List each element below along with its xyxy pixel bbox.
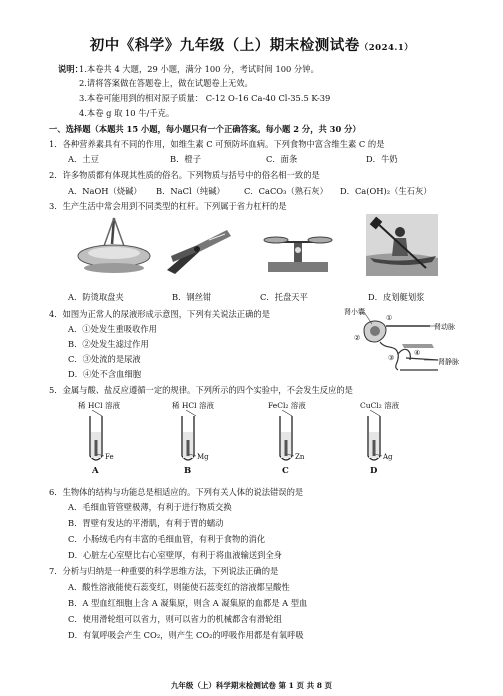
note-1: 1.本卷共 4 大题，29 小题，满分 100 分，考试时间 100 分钟。 bbox=[79, 64, 319, 74]
q2-option-b: B．NaCl（纯碱） bbox=[156, 186, 225, 196]
test-tube-c bbox=[280, 410, 305, 461]
tube-d-letter: D bbox=[370, 466, 378, 476]
nephron-diagram bbox=[342, 308, 466, 376]
q1-option-d: D．牛奶 bbox=[366, 154, 398, 164]
metal-a: Fe bbox=[105, 453, 114, 461]
test-tube-b bbox=[182, 410, 209, 461]
balance-scale-image bbox=[262, 226, 334, 274]
note-4: 4.本卷 g 取 10 牛/千克。 bbox=[79, 108, 175, 118]
section1-heading: 一、选择题（本题共 15 小题，每小题只有一个正确答案。每小题 2 分，共 30 分） bbox=[49, 124, 361, 134]
tube-c-letter: C bbox=[282, 466, 289, 476]
tube-b-letter: B bbox=[184, 466, 192, 476]
title-main: 初中《科学》九年级（上）期末检测试卷 bbox=[89, 37, 360, 54]
title-year: （2024.1） bbox=[359, 43, 414, 53]
label-renal-capsule: 肾小囊 bbox=[344, 308, 365, 316]
q7-option-c: C．使用滑轮组可以省力，则可以省力的机械都含有滑轮组 bbox=[68, 614, 282, 624]
q3-option-b: B．钢丝钳 bbox=[172, 292, 212, 302]
notes-label: 说明： bbox=[58, 64, 83, 74]
q1-option-b: B．橙子 bbox=[170, 154, 201, 164]
label-renal-artery: 肾动脉 bbox=[434, 323, 455, 331]
label-1: ① bbox=[386, 314, 393, 322]
q2-stem: 2．许多物质都有体现其性质的俗名。下列物质与括号中的俗名相一致的是 bbox=[49, 170, 320, 180]
q7-option-b: B．A 型血红细胞上含 A 凝集原，则含 A 凝集原的血都是 A 型血 bbox=[68, 598, 308, 608]
tube-a-solution: 稀 HCl 溶液 bbox=[78, 401, 120, 410]
kayak-paddler-image bbox=[366, 214, 438, 276]
q3-option-d: D．皮划艇划浆 bbox=[368, 292, 425, 302]
q7-stem: 7．分析与归纳是一种重要的科学思维方法，下列说法正确的是 bbox=[49, 566, 279, 576]
q6-option-d: D．心脏左心室壁比右心室壁厚，有利于将血液输送到全身 bbox=[68, 550, 283, 560]
q7-option-a: A．酸性溶液能使石蕊变红，则能使石蕊变红的溶液都呈酸性 bbox=[68, 582, 290, 592]
q2-option-a: A．NaOH（烧碱） bbox=[68, 186, 142, 196]
q1-option-a: A．土豆 bbox=[68, 154, 99, 164]
tube-c-solution: FeCl₂ 溶液 bbox=[268, 401, 306, 410]
wire-pliers-image bbox=[165, 226, 235, 274]
q4-option-c: C．③处流的是尿液 bbox=[68, 354, 141, 364]
note-3: 3.本卷可能用到的相对原子质量： C-12 O-16 Ca-40 Cl-35.5 K-39 bbox=[79, 93, 331, 103]
test-tubes-figure bbox=[70, 410, 430, 466]
note-2: 2.请将答案做在答题卷上，做在试题卷上无效。 bbox=[79, 78, 253, 88]
test-tube-d bbox=[368, 410, 393, 461]
q4-option-d: D．④处不含血细胞 bbox=[68, 369, 142, 379]
q2-option-d: D．Ca(OH)₂（生石灰） bbox=[340, 186, 432, 196]
q6-option-c: C．小肠绒毛内有丰富的毛细血管，有利于食物的消化 bbox=[68, 534, 266, 544]
tube-b-solution: 稀 HCl 溶液 bbox=[172, 401, 214, 410]
exam-title bbox=[0, 34, 503, 55]
q4-stem: 4．如图为正常人的尿液形成示意图，下列有关说法正确的是 bbox=[49, 309, 270, 319]
q3-stem: 3．生产生活中常会用到不同类型的杠杆。下列属于省力杠杆的是 bbox=[49, 201, 287, 211]
q2-option-c: C．CaCO₃（熟石灰） bbox=[244, 186, 328, 196]
q4-option-b: B．②处发生滤过作用 bbox=[68, 339, 149, 349]
label-renal-vein: 肾静脉 bbox=[438, 358, 459, 366]
q1-stem: 1．各种营养素具有不同的作用，如维生素 C 可预防坏血病。下列食物中富含维生素 C 的是 bbox=[49, 139, 385, 149]
tube-d-solution: CuCl₂ 溶液 bbox=[360, 401, 400, 410]
q6-option-b: B．胃壁有发达的平滑肌，有利于胃的蠕动 bbox=[68, 518, 224, 528]
q6-stem: 6．生物体的结构与功能总是相适应的。下列有关人体的说法错误的是 bbox=[49, 487, 304, 497]
q3-option-c: C．托盘天平 bbox=[260, 292, 308, 302]
q5-stem: 5．金属与酸、盐反应遵循一定的规律。下列所示的四个实验中，不会发生反应的是 bbox=[49, 385, 353, 395]
label-2: ② bbox=[354, 334, 361, 342]
q4-option-a: A．①处发生重吸收作用 bbox=[68, 324, 157, 334]
label-3: ③ bbox=[388, 354, 395, 362]
metal-c: Zn bbox=[295, 453, 305, 461]
plate-clamp-image bbox=[74, 216, 154, 278]
q1-option-c: C．面条 bbox=[266, 154, 298, 164]
q3-option-a: A．防烫取盘夹 bbox=[68, 292, 124, 302]
page-footer: 九年级（上）科学期末检测试卷 第 1 页 共 8 页 bbox=[170, 681, 333, 690]
metal-b: Mg bbox=[197, 453, 209, 461]
metal-d: Ag bbox=[383, 453, 393, 461]
q7-option-d: D．有氧呼吸会产生 CO₂，则产生 CO₂的呼吸作用都是有氧呼吸 bbox=[68, 630, 304, 640]
tube-a-letter: A bbox=[92, 466, 99, 476]
test-tube-a bbox=[90, 410, 114, 461]
label-4: ④ bbox=[414, 349, 421, 357]
q6-option-a: A．毛细血管管壁极薄，有利于进行物质交换 bbox=[68, 502, 232, 512]
